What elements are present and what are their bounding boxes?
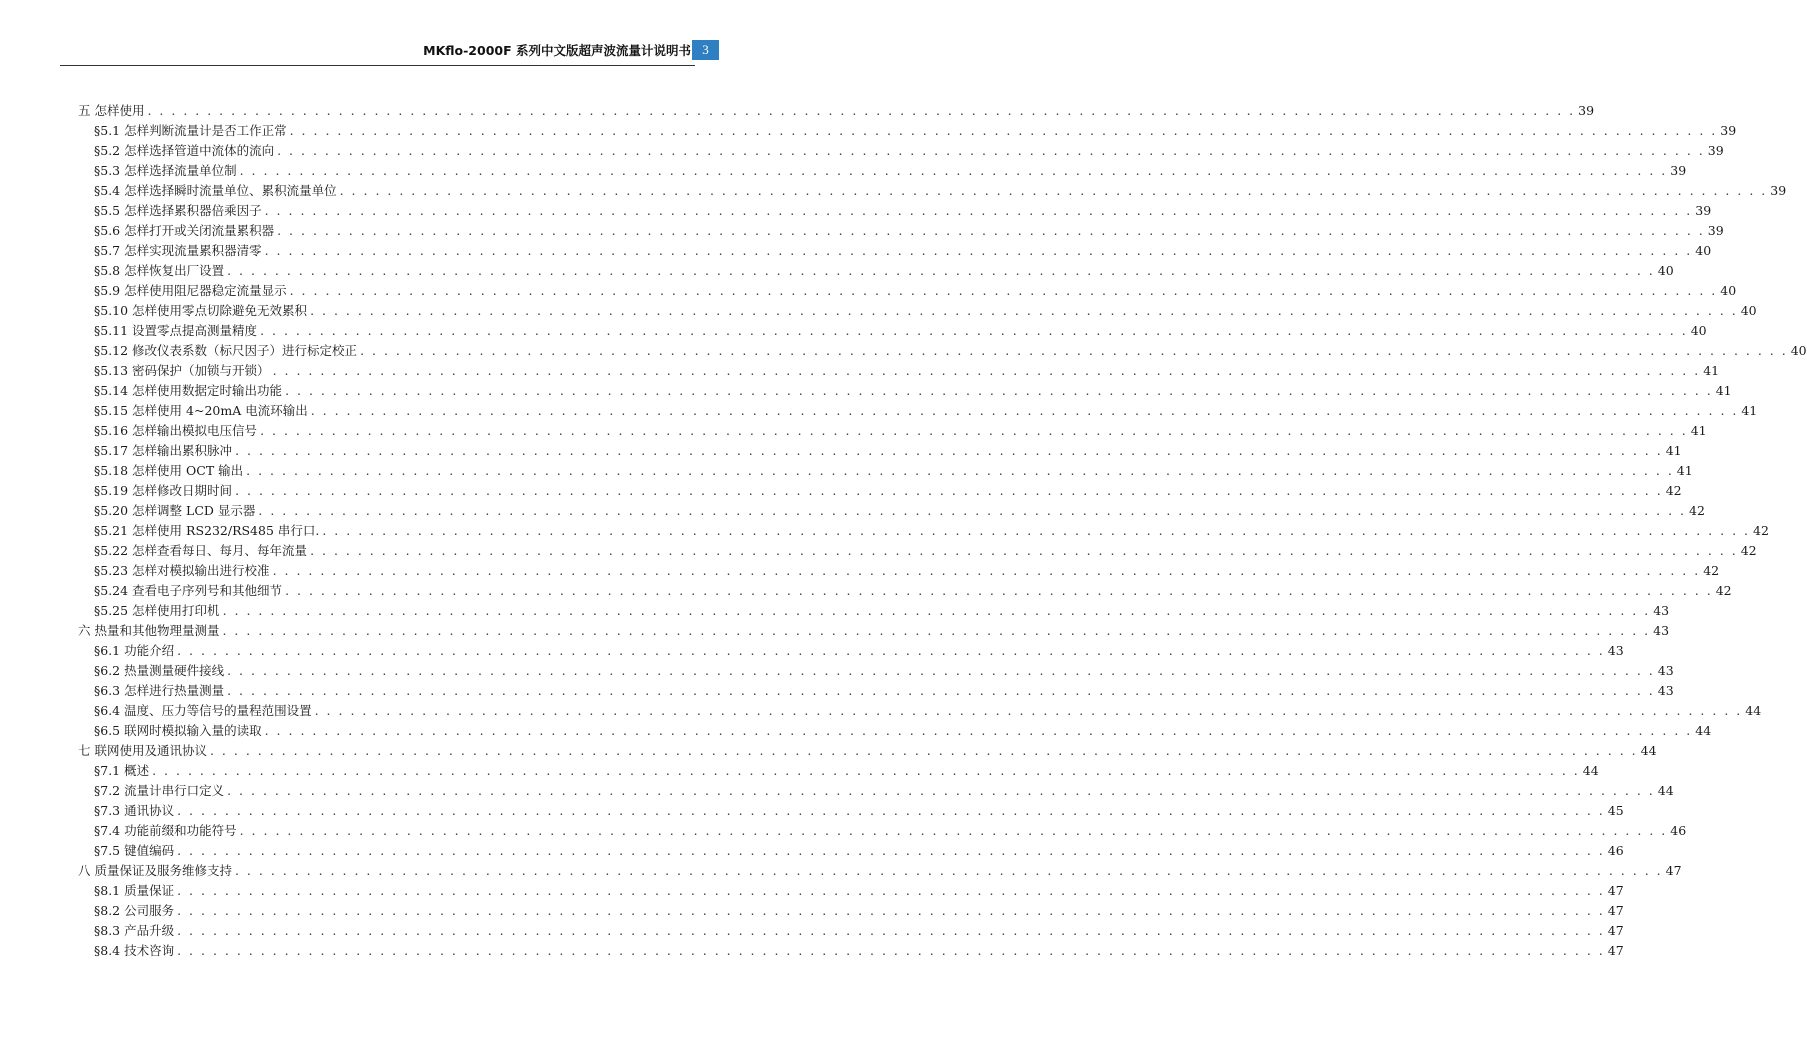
toc-dot-leader: . . . . . . . . . . . . . . . . . . . . . . . . . . . . . . . . . . . . . . . . . . . . . . . . . . . . . . . . . . . . . . . . . . . . . . . . . . . . . . . . . . . . . . . . . . . . . . . . . . . . . . . . . . . . . . . . . . . . . . . . xyxy=(314,703,1743,718)
toc-section-entry[interactable] xyxy=(94,901,1624,921)
toc-dot-leader: . . . . . . . . . . . . . . . . . . . . . . . . . . . . . . . . . . . . . . . . . . . . . . . . . . . . . . . . . . . . . . . . . . . . . . . . . . . . . . . . . . . . . . . . . . . . . . . . . . . . . . . . . . . . . . . . . . . . . . . . xyxy=(264,243,1693,258)
toc-section-entry[interactable] xyxy=(94,601,1670,621)
toc-entry-page-number: 39 xyxy=(1578,103,1595,118)
toc-entry-title: §5.23 怎样对模拟输出进行校准 xyxy=(94,563,270,578)
toc-entry-title: §5.24 查看电子序列号和其他细节 xyxy=(94,583,283,598)
toc-entry-title: 七 联网使用及通讯协议 xyxy=(78,743,207,758)
toc-entry-page-number: 41 xyxy=(1690,423,1707,438)
toc-dot-leader: . . . . . . . . . . . . . . . . . . . . . . . . . . . . . . . . . . . . . . . . . . . . . . . . . . . . . . . . . . . . . . . . . . . . . . . . . . . . . . . . . . . . . . . . . . . . . . . . . . . . . . . . . . . . . . . . . . . . . . . . xyxy=(239,163,1668,178)
header-divider xyxy=(60,65,695,66)
toc-entry-title: §5.9 怎样使用阻尼器稳定流量显示 xyxy=(94,283,287,298)
toc-section-entry[interactable] xyxy=(94,421,1707,441)
toc-dot-leader: . . . . . . . . . . . . . . . . . . . . . . . . . . . . . . . . . . . . . . . . . . . . . . . . . . . . . . . . . . . . . . . . . . . . . . . . . . . . . . . . . . . . . . . . . . . . . . . . . . . . . . . . . . . . . . . . . . . . . . . . xyxy=(289,283,1718,298)
toc-entry-page-number: 41 xyxy=(1715,383,1732,398)
toc-section-entry[interactable] xyxy=(94,241,1712,261)
toc-entry-title: §6.2 热量测量硬件接线 xyxy=(94,663,225,678)
toc-entry-title: §5.8 怎样恢复出厂设置 xyxy=(94,263,225,278)
toc-entry-title: §5.19 怎样修改日期时间 xyxy=(94,483,233,498)
toc-entry-page-number: 44 xyxy=(1745,703,1762,718)
toc-section-entry[interactable] xyxy=(94,381,1732,401)
toc-dot-leader: . . . . . . . . . . . . . . . . . . . . . . . . . . . . . . . . . . . . . . . . . . . . . . . . . . . . . . . . . . . . . . . . . . . . . . . . . . . . . . . . . . . . . . . . . . . . . . . . . . . . . . . . . . . . . . . . . . . . . . . . xyxy=(234,863,1663,878)
toc-entry-title: §8.3 产品升级 xyxy=(94,923,175,938)
toc-section-entry[interactable] xyxy=(94,121,1737,141)
toc-entry-title: §5.10 怎样使用零点切除避免无效累积 xyxy=(94,303,308,318)
toc-section-entry[interactable] xyxy=(94,201,1712,221)
toc-entry-title: 八 质量保证及服务维修支持 xyxy=(78,863,232,878)
toc-dot-leader: . . . . . . . . . . . . . . . . . . . . . . . . . . . . . . . . . . . . . . . . . . . . . . . . . . . . . . . . . . . . . . . . . . . . . . . . . . . . . . . . . . . . . . . . . . . . . . . . . . . . . . . . . . . . . . . . . . . . . . . . xyxy=(235,483,1663,498)
toc-section-entry[interactable] xyxy=(94,941,1624,961)
toc-entry-page-number: 44 xyxy=(1640,743,1657,758)
toc-dot-leader: . . . . . . . . . . . . . . . . . . . . . . . . . . . . . . . . . . . . . . . . . . . . . . . . . . . . . . . . . . . . . . . . . . . . . . . . . . . . . . . . . . . . . . . . . . . . . . . . . . . . . . . . . . . . . . . . . . . . . . . . xyxy=(209,743,1638,758)
toc-entry-title: §7.5 键值编码 xyxy=(94,843,175,858)
toc-entry-title: §5.13 密码保护（加锁与开锁） xyxy=(94,363,270,378)
toc-dot-leader: . . . . . . . . . . . . . . . . . . . . . . . . . . . . . . . . . . . . . . . . . . . . . . . . . . . . . . . . . . . . . . . . . . . . . . . . . . . . . . . . . . . . . . . . . . . . . . . . . . . . . . . . . . . . . . . . . . . . . . . . xyxy=(277,223,1705,238)
toc-chapter-entry[interactable] xyxy=(78,101,1595,121)
toc-entry-title: §5.3 怎样选择流量单位制 xyxy=(94,163,237,178)
toc-entry-page-number: 47 xyxy=(1607,943,1624,958)
toc-section-entry[interactable] xyxy=(94,721,1712,741)
toc-section-entry[interactable] xyxy=(94,541,1757,561)
toc-entry-title: §5.22 怎样查看每日、每月、每年流量 xyxy=(94,543,308,558)
toc-entry-title: §5.5 怎样选择累积器倍乘因子 xyxy=(94,203,262,218)
toc-section-entry[interactable] xyxy=(94,801,1624,821)
toc-section-entry[interactable] xyxy=(94,581,1732,601)
toc-entry-title: §5.20 怎样调整 LCD 显示器 xyxy=(94,503,256,518)
toc-entry-page-number: 47 xyxy=(1607,923,1624,938)
toc-dot-leader: . . . . . . . . . . . . . . . . . . . . . . . . . . . . . . . . . . . . . . . . . . . . . . . . . . . . . . . . . . . . . . . . . . . . . . . . . . . . . . . . . . . . . . . . . . . . . . . . . . . . . . . . . . . . . . . . . . . . . . . . xyxy=(177,803,1605,818)
toc-dot-leader: . . . . . . . . . . . . . . . . . . . . . . . . . . . . . . . . . . . . . . . . . . . . . . . . . . . . . . . . . . . . . . . . . . . . . . . . . . . . . . . . . . . . . . . . . . . . . . . . . . . . . . . . . . . . . . . . . . . . . . . . xyxy=(177,643,1605,658)
toc-entry-page-number: 40 xyxy=(1690,323,1707,338)
toc-section-entry[interactable] xyxy=(94,561,1720,581)
toc-dot-leader: . . . . . . . . . . . . . . . . . . . . . . . . . . . . . . . . . . . . . . . . . . . . . . . . . . . . . . . . . . . . . . . . . . . . . . . . . . . . . . . . . . . . . . . . . . . . . . . . . . . . . . . . . . . . . . . . . . . . . . . . xyxy=(177,943,1605,958)
toc-entry-title: §5.25 怎样使用打印机 xyxy=(94,603,220,618)
toc-entry-page-number: 43 xyxy=(1653,603,1670,618)
toc-entry-page-number: 41 xyxy=(1703,363,1720,378)
toc-entry-title: §6.3 怎样进行热量测量 xyxy=(94,683,225,698)
toc-dot-leader: . . . . . . . . . . . . . . . . . . . . . . . . . . . . . . . . . . . . . . . . . . . . . . . . . . . . . . . . . . . . . . . . . . . . . . . . . . . . . . . . . . . . . . . . . . . . . . . . . . . . . . . . . . . . . . . . . . . . . . . . xyxy=(360,343,1788,358)
toc-entry-title: §5.1 怎样判断流量计是否工作正常 xyxy=(94,123,287,138)
toc-section-entry[interactable] xyxy=(94,881,1624,901)
toc-entry-page-number: 39 xyxy=(1707,223,1724,238)
toc-entry-title: §8.4 技术咨询 xyxy=(94,943,175,958)
toc-dot-leader: . . . . . . . . . . . . . . . . . . . . . . . . . . . . . . . . . . . . . . . . . . . . . . . . . . . . . . . . . . . . . . . . . . . . . . . . . . . . . . . . . . . . . . . . . . . . . . . . . . . . . . . . . . . . . . . . . . . . . . . . xyxy=(310,543,1738,558)
toc-entry-page-number: 46 xyxy=(1607,843,1624,858)
toc-entry-page-number: 43 xyxy=(1653,623,1670,638)
toc-entry-title: §5.21 怎样使用 RS232/RS485 串行口. xyxy=(94,523,320,538)
toc-entry-page-number: 43 xyxy=(1607,643,1624,658)
toc-dot-leader: . . . . . . . . . . . . . . . . . . . . . . . . . . . . . . . . . . . . . . . . . . . . . . . . . . . . . . . . . . . . . . . . . . . . . . . . . . . . . . . . . . . . . . . . . . . . . . . . . . . . . . . . . . . . . . . . . . . . . . . . xyxy=(310,403,1739,418)
toc-section-entry[interactable] xyxy=(94,641,1624,661)
toc-entry-title: §5.11 设置零点提高测量精度 xyxy=(94,323,258,338)
toc-dot-leader: . . . . . . . . . . . . . . . . . . . . . . . . . . . . . . . . . . . . . . . . . . . . . . . . . . . . . . . . . . . . . . . . . . . . . . . . . . . . . . . . . . . . . . . . . . . . . . . . . . . . . . . . . . . . . . . . . . . . . . . . xyxy=(272,563,1701,578)
toc-dot-leader: . . . . . . . . . . . . . . . . . . . . . . . . . . . . . . . . . . . . . . . . . . . . . . . . . . . . . . . . . . . . . . . . . . . . . . . . . . . . . . . . . . . . . . . . . . . . . . . . . . . . . . . . . . . . . . . . . . . . . . . . xyxy=(235,443,1663,458)
toc-section-entry[interactable] xyxy=(94,281,1737,301)
toc-entry-page-number: 47 xyxy=(1665,863,1682,878)
toc-entry-title: §5.18 怎样使用 OCT 输出 xyxy=(94,463,244,478)
toc-dot-leader: . . . . . . . . . . . . . . . . . . . . . . . . . . . . . . . . . . . . . . . . . . . . . . . . . . . . . . . . . . . . . . . . . . . . . . . . . . . . . . . . . . . . . . . . . . . . . . . . . . . . . . . . . . . . . . . . . . . . . . . . xyxy=(285,383,1713,398)
toc-chapter-entry[interactable] xyxy=(78,621,1670,641)
toc-section-entry[interactable] xyxy=(94,761,1599,781)
toc-section-entry[interactable] xyxy=(94,841,1624,861)
toc-dot-leader: . . . . . . . . . . . . . . . . . . . . . . . . . . . . . . . . . . . . . . . . . . . . . . . . . . . . . . . . . . . . . . . . . . . . . . . . . . . . . . . . . . . . . . . . . . . . . . . . . . . . . . . . . . . . . . . . . . . . . . . . xyxy=(177,903,1605,918)
toc-dot-leader: . . . . . . . . . . . . . . . . . . . . . . . . . . . . . . . . . . . . . . . . . . . . . . . . . . . . . . . . . . . . . . . . . . . . . . . . . . . . . . . . . . . . . . . . . . . . . . . . . . . . . . . . . . . . . . . . . . . . . . . . xyxy=(289,123,1718,138)
toc-section-entry[interactable] xyxy=(94,521,1769,541)
toc-entry-title: 五 怎样使用 xyxy=(78,103,145,118)
toc-entry-title: §5.4 怎样选择瞬时流量单位、累积流量单位 xyxy=(94,183,337,198)
toc-section-entry[interactable] xyxy=(94,401,1758,421)
toc-entry-title: §6.4 温度、压力等信号的量程范围设置 xyxy=(94,703,312,718)
toc-dot-leader: . . . . . . . . . . . . . . . . . . . . . . . . . . . . . . . . . . . . . . . . . . . . . . . . . . . . . . . . . . . . . . . . . . . . . . . . . . . . . . . . . . . . . . . . . . . . . . . . . . . . . . . . . . . . . . . . . . . . . . . . xyxy=(310,303,1738,318)
toc-section-entry[interactable] xyxy=(94,441,1682,461)
toc-entry-title: §6.5 联网时模拟输入量的读取 xyxy=(94,723,262,738)
toc-entry-page-number: 40 xyxy=(1657,263,1674,278)
toc-entry-title: §6.1 功能介绍 xyxy=(94,643,175,658)
toc-entry-page-number: 39 xyxy=(1707,143,1724,158)
toc-section-entry[interactable] xyxy=(94,341,1807,361)
toc-section-entry[interactable] xyxy=(94,261,1674,281)
toc-entry-page-number: 44 xyxy=(1657,783,1674,798)
toc-entry-page-number: 40 xyxy=(1790,343,1807,358)
toc-dot-leader: . . . . . . . . . . . . . . . . . . . . . . . . . . . . . . . . . . . . . . . . . . . . . . . . . . . . . . . . . . . . . . . . . . . . . . . . . . . . . . . . . . . . . . . . . . . . . . . . . . . . . . . . . . . . . . . . . . . . . . . . xyxy=(239,823,1668,838)
toc-entry-title: §7.4 功能前缀和功能符号 xyxy=(94,823,237,838)
toc-dot-leader: . . . . . . . . . . . . . . . . . . . . . . . . . . . . . . . . . . . . . . . . . . . . . . . . . . . . . . . . . . . . . . . . . . . . . . . . . . . . . . . . . . . . . . . . . . . . . . . . . . . . . . . . . . . . . . . . . . . . . . . . xyxy=(258,503,1687,518)
toc-entry-page-number: 42 xyxy=(1665,483,1682,498)
toc-entry-title: §5.2 怎样选择管道中流体的流向 xyxy=(94,143,275,158)
page-header xyxy=(0,0,753,66)
toc-entry-title: §5.15 怎样使用 4~20mA 电流环输出 xyxy=(94,403,308,418)
toc-dot-leader: . . . . . . . . . . . . . . . . . . . . . . . . . . . . . . . . . . . . . . . . . . . . . . . . . . . . . . . . . . . . . . . . . . . . . . . . . . . . . . . . . . . . . . . . . . . . . . . . . . . . . . . . . . . . . . . . . . . . . . . . xyxy=(177,923,1605,938)
toc-dot-leader: . . . . . . . . . . . . . . . . . . . . . . . . . . . . . . . . . . . . . . . . . . . . . . . . . . . . . . . . . . . . . . . . . . . . . . . . . . . . . . . . . . . . . . . . . . . . . . . . . . . . . . . . . . . . . . . . . . . . . . . . xyxy=(260,323,1688,338)
toc-entry-title: §5.16 怎样输出模拟电压信号 xyxy=(94,423,258,438)
toc-entry-title: §7.2 流量计串行口定义 xyxy=(94,783,225,798)
toc-entry-title: §5.12 修改仪表系数（标尺因子）进行标定校正 xyxy=(94,343,358,358)
toc-entry-title: §5.17 怎样输出累积脉冲 xyxy=(94,443,233,458)
toc-entry-page-number: 40 xyxy=(1695,243,1712,258)
document-title: MKflo-2000F 系列中文版超声波流量计说明书 xyxy=(423,43,691,58)
toc-dot-leader: . . . . . . . . . . . . . . . . . . . . . . . . . . . . . . . . . . . . . . . . . . . . . . . . . . . . . . . . . . . . . . . . . . . . . . . . . . . . . . . . . . . . . . . . . . . . . . . . . . . . . . . . . . . . . . . . . . . . . . . . xyxy=(285,583,1713,598)
toc-dot-leader: . . . . . . . . . . . . . . . . . . . . . . . . . . . . . . . . . . . . . . . . . . . . . . . . . . . . . . . . . . . . . . . . . . . . . . . . . . . . . . . . . . . . . . . . . . . . . . . . . . . . . . . . . . . . . . . . . . . . . . . . xyxy=(222,623,1651,638)
toc-section-entry[interactable] xyxy=(94,321,1707,341)
toc-entry-title: §5.7 怎样实现流量累积器清零 xyxy=(94,243,262,258)
toc-dot-leader: . . . . . . . . . . . . . . . . . . . . . . . . . . . . . . . . . . . . . . . . . . . . . . . . . . . . . . . . . . . . . . . . . . . . . . . . . . . . . . . . . . . . . . . . . . . . . . . . . . . . . . . . . . . . . . . . . . . . . . . . xyxy=(147,103,1576,118)
toc-dot-leader: . . . . . . . . . . . . . . . . . . . . . . . . . . . . . . . . . . . . . . . . . . . . . . . . . . . . . . . . . . . . . . . . . . . . . . . . . . . . . . . . . . . . . . . . . . . . . . . . . . . . . . . . . . . . . . . . . . . . . . . . xyxy=(227,263,1655,278)
toc-entry-page-number: 42 xyxy=(1703,563,1720,578)
toc-dot-leader: . . . . . . . . . . . . . . . . . . . . . . . . . . . . . . . . . . . . . . . . . . . . . . . . . . . . . . . . . . . . . . . . . . . . . . . . . . . . . . . . . . . . . . . . . . . . . . . . . . . . . . . . . . . . . . . . . . . . . . . . xyxy=(272,363,1701,378)
toc-dot-leader: . . . . . . . . . . . . . . . . . . . . . . . . . . . . . . . . . . . . . . . . . . . . . . . . . . . . . . . . . . . . . . . . . . . . . . . . . . . . . . . . . . . . . . . . . . . . . . . . . . . . . . . . . . . . . . . . . . . . . . . . xyxy=(260,423,1688,438)
toc-entry-title: §8.2 公司服务 xyxy=(94,903,175,918)
toc-dot-leader: . . . . . . . . . . . . . . . . . . . . . . . . . . . . . . . . . . . . . . . . . . . . . . . . . . . . . . . . . . . . . . . . . . . . . . . . . . . . . . . . . . . . . . . . . . . . . . . . . . . . . . . . . . . . . . . . . . . . . . . . xyxy=(322,523,1750,538)
toc-entry-page-number: 39 xyxy=(1770,183,1787,198)
toc-entry-page-number: 41 xyxy=(1741,403,1758,418)
toc-entry-page-number: 42 xyxy=(1689,503,1705,518)
toc-dot-leader: . . . . . . . . . . . . . . . . . . . . . . . . . . . . . . . . . . . . . . . . . . . . . . . . . . . . . . . . . . . . . . . . . . . . . . . . . . . . . . . . . . . . . . . . . . . . . . . . . . . . . . . . . . . . . . . . . . . . . . . . xyxy=(177,843,1605,858)
toc-chapter-entry[interactable] xyxy=(78,741,1657,761)
toc-entry-title: 六 热量和其他物理量测量 xyxy=(78,623,220,638)
toc-section-entry[interactable] xyxy=(94,181,1787,201)
toc-entry-page-number: 43 xyxy=(1657,683,1674,698)
toc-entry-page-number: 42 xyxy=(1740,543,1757,558)
toc-entry-title: §8.1 质量保证 xyxy=(94,883,175,898)
toc-section-entry[interactable] xyxy=(94,361,1720,381)
toc-entry-page-number: 44 xyxy=(1582,763,1599,778)
toc-dot-leader: . . . . . . . . . . . . . . . . . . . . . . . . . . . . . . . . . . . . . . . . . . . . . . . . . . . . . . . . . . . . . . . . . . . . . . . . . . . . . . . . . . . . . . . . . . . . . . . . . . . . . . . . . . . . . . . . . . . . . . . . xyxy=(246,463,1674,478)
toc-dot-leader: . . . . . . . . . . . . . . . . . . . . . . . . . . . . . . . . . . . . . . . . . . . . . . . . . . . . . . . . . . . . . . . . . . . . . . . . . . . . . . . . . . . . . . . . . . . . . . . . . . . . . . . . . . . . . . . . . . . . . . . . xyxy=(264,723,1693,738)
toc-dot-leader: . . . . . . . . . . . . . . . . . . . . . . . . . . . . . . . . . . . . . . . . . . . . . . . . . . . . . . . . . . . . . . . . . . . . . . . . . . . . . . . . . . . . . . . . . . . . . . . . . . . . . . . . . . . . . . . . . . . . . . . . xyxy=(152,763,1580,778)
toc-section-entry[interactable] xyxy=(94,461,1693,481)
toc-section-entry[interactable] xyxy=(94,661,1674,681)
toc-entry-title: §5.14 怎样使用数据定时输出功能 xyxy=(94,383,283,398)
toc-entry-page-number: 47 xyxy=(1607,903,1624,918)
toc-entry-page-number: 40 xyxy=(1720,283,1737,298)
toc-section-entry[interactable] xyxy=(94,501,1705,521)
toc-chapter-entry[interactable] xyxy=(78,861,1682,881)
toc-section-entry[interactable] xyxy=(94,701,1762,721)
toc-entry-title: §5.6 怎样打开或关闭流量累积器 xyxy=(94,223,275,238)
toc-entry-page-number: 46 xyxy=(1670,823,1687,838)
toc-section-entry[interactable] xyxy=(94,781,1674,801)
toc-section-entry[interactable] xyxy=(94,681,1674,701)
toc-dot-leader: . . . . . . . . . . . . . . . . . . . . . . . . . . . . . . . . . . . . . . . . . . . . . . . . . . . . . . . . . . . . . . . . . . . . . . . . . . . . . . . . . . . . . . . . . . . . . . . . . . . . . . . . . . . . . . . . . . . . . . . . xyxy=(227,663,1655,678)
toc-section-entry[interactable] xyxy=(94,481,1682,501)
toc-entry-page-number: 41 xyxy=(1665,443,1682,458)
toc-section-entry[interactable] xyxy=(94,221,1724,241)
toc-entry-page-number: 41 xyxy=(1676,463,1693,478)
toc-section-entry[interactable] xyxy=(94,921,1624,941)
toc-section-entry[interactable] xyxy=(94,141,1724,161)
toc-dot-leader: . . . . . . . . . . . . . . . . . . . . . . . . . . . . . . . . . . . . . . . . . . . . . . . . . . . . . . . . . . . . . . . . . . . . . . . . . . . . . . . . . . . . . . . . . . . . . . . . . . . . . . . . . . . . . . . . . . . . . . . . xyxy=(264,203,1693,218)
toc-dot-leader: . . . . . . . . . . . . . . . . . . . . . . . . . . . . . . . . . . . . . . . . . . . . . . . . . . . . . . . . . . . . . . . . . . . . . . . . . . . . . . . . . . . . . . . . . . . . . . . . . . . . . . . . . . . . . . . . . . . . . . . . xyxy=(227,683,1655,698)
toc-dot-leader: . . . . . . . . . . . . . . . . . . . . . . . . . . . . . . . . . . . . . . . . . . . . . . . . . . . . . . . . . . . . . . . . . . . . . . . . . . . . . . . . . . . . . . . . . . . . . . . . . . . . . . . . . . . . . . . . . . . . . . . . xyxy=(339,183,1768,198)
page-number-badge: 3 xyxy=(692,40,719,60)
toc-entry-page-number: 40 xyxy=(1740,303,1757,318)
toc-entry-page-number: 45 xyxy=(1607,803,1624,818)
toc-section-entry[interactable] xyxy=(94,821,1687,841)
toc-section-entry[interactable] xyxy=(94,161,1687,181)
toc-dot-leader: . . . . . . . . . . . . . . . . . . . . . . . . . . . . . . . . . . . . . . . . . . . . . . . . . . . . . . . . . . . . . . . . . . . . . . . . . . . . . . . . . . . . . . . . . . . . . . . . . . . . . . . . . . . . . . . . . . . . . . . . xyxy=(222,603,1651,618)
toc-entry-page-number: 42 xyxy=(1715,583,1732,598)
toc-entry-page-number: 39 xyxy=(1720,123,1737,138)
toc-dot-leader: . . . . . . . . . . . . . . . . . . . . . . . . . . . . . . . . . . . . . . . . . . . . . . . . . . . . . . . . . . . . . . . . . . . . . . . . . . . . . . . . . . . . . . . . . . . . . . . . . . . . . . . . . . . . . . . . . . . . . . . . xyxy=(177,883,1605,898)
toc-entry-page-number: 39 xyxy=(1670,163,1687,178)
toc-dot-leader: . . . . . . . . . . . . . . . . . . . . . . . . . . . . . . . . . . . . . . . . . . . . . . . . . . . . . . . . . . . . . . . . . . . . . . . . . . . . . . . . . . . . . . . . . . . . . . . . . . . . . . . . . . . . . . . . . . . . . . . . xyxy=(227,783,1655,798)
toc-entry-page-number: 44 xyxy=(1695,723,1712,738)
toc-entry-title: §7.1 概述 xyxy=(94,763,150,778)
toc-section-entry[interactable] xyxy=(94,301,1757,321)
toc-entry-page-number: 43 xyxy=(1657,663,1674,678)
toc-entry-page-number: 42 xyxy=(1753,523,1769,538)
toc-entry-page-number: 47 xyxy=(1607,883,1624,898)
toc-dot-leader: . . . . . . . . . . . . . . . . . . . . . . . . . . . . . . . . . . . . . . . . . . . . . . . . . . . . . . . . . . . . . . . . . . . . . . . . . . . . . . . . . . . . . . . . . . . . . . . . . . . . . . . . . . . . . . . . . . . . . . . . xyxy=(277,143,1705,158)
toc-entry-page-number: 39 xyxy=(1695,203,1712,218)
toc-entry-title: §7.3 通讯协议 xyxy=(94,803,175,818)
